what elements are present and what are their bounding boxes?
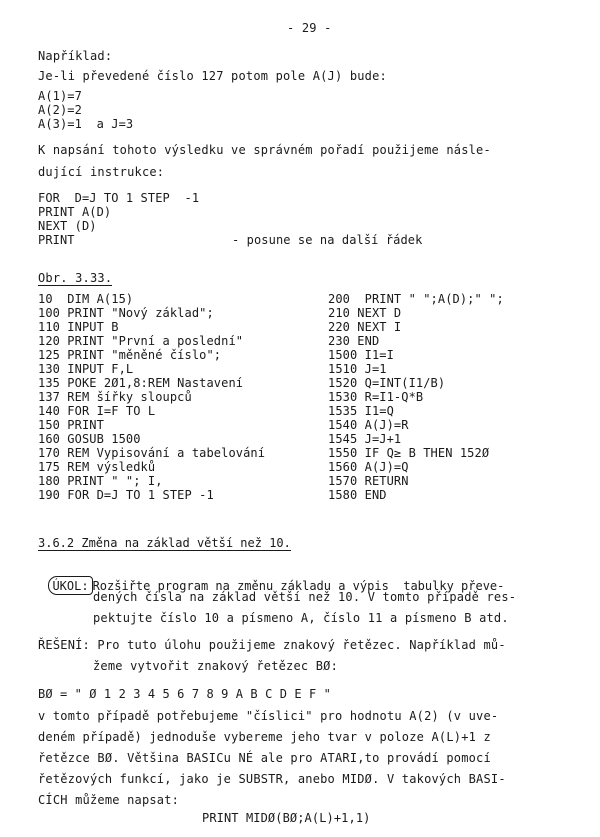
- program-line: 100 PRINT "Nový základ";: [38, 306, 214, 320]
- program-line: 210 NEXT D: [328, 306, 402, 320]
- instruction-line-2: PRINT A(D): [38, 205, 112, 219]
- program-line: 170 REM Vypisování a tabelování: [38, 446, 266, 460]
- program-line: 10 DIM A(15): [38, 292, 134, 306]
- closing-line-5: CÍCH můžeme napsat:: [38, 793, 180, 807]
- instruction-line-3: NEXT (D): [38, 219, 97, 233]
- instruction-line-1: FOR D=J TO 1 STEP -1: [38, 191, 200, 205]
- program-line: 220 NEXT I: [328, 320, 402, 334]
- figure-label: Obr. 3.33.: [38, 271, 113, 285]
- section-title: 3.6.2 Změna na základ větší než 10.: [38, 536, 291, 550]
- closing-line-3: řetězce BØ. Většina BASICu NÉ ale pro ATARI,to provádí pomocí: [38, 751, 491, 765]
- program-line: 1550 IF Q≥ B THEN 152Ø: [328, 446, 490, 460]
- ukol-label: ÚKOL:: [48, 576, 92, 595]
- closing-line-4: řetězových funkcí, jako je SUBSTR, anebo MIDØ. V takových BASI-: [38, 772, 506, 786]
- program-line: 190 FOR D=J TO 1 STEP -1: [38, 488, 214, 502]
- program-line: 160 GOSUB 1500: [38, 432, 141, 446]
- array-value-1: A(1)=7: [38, 89, 82, 103]
- array-value-3: A(3)=1 a J=3: [38, 117, 134, 131]
- intro-paragraph-line-1: K napsání tohoto výsledku ve správném pořadí použijeme násle-: [38, 143, 491, 157]
- array-value-2: A(2)=2: [38, 103, 82, 117]
- program-line: 230 END: [328, 334, 380, 348]
- program-line: 1570 RETURN: [328, 474, 409, 488]
- reseni-label: ŘEŠENÍ:: [38, 638, 90, 652]
- program-line: 1520 Q=INT(I1/B): [328, 376, 446, 390]
- program-line: 1560 A(J)=Q: [328, 460, 409, 474]
- reseni-block: [38, 639, 506, 651]
- ukol-line-2: dených čísla na základ větší než 10. V tomto případě res-: [93, 590, 517, 604]
- program-line: 200 PRINT " ";A(D);" ";: [328, 292, 504, 306]
- program-line: 1545 J=J+1: [328, 432, 402, 446]
- intro-statement: Je-li převedené číslo 127 potom pole A(J) bude:: [38, 69, 387, 83]
- program-line: 150 PRINT: [38, 418, 104, 432]
- ukol-line-1: Rozšiřte program na změnu základu a výpis tabulky převe-: [92, 579, 505, 593]
- program-line: 1510 J=1: [328, 362, 387, 376]
- final-code-line: PRINT MIDØ(BØ;A(L)+1,1): [202, 811, 371, 825]
- program-line: 110 INPUT B: [38, 320, 119, 334]
- page-number: - 29 -: [287, 21, 332, 35]
- example-label: Například:: [38, 49, 113, 63]
- program-line: 120 PRINT "První a poslední": [38, 334, 244, 348]
- program-line: 140 FOR I=F TO L: [38, 404, 156, 418]
- ukol-line-3: pektujte číslo 10 a písmeno A, číslo 11 a písmeno B atd.: [93, 611, 509, 625]
- program-line: 125 PRINT "měněné číslo";: [38, 348, 222, 362]
- instruction-comment: - posune se na další řádek: [232, 233, 423, 247]
- program-line: 1530 R=I1-Q*B: [328, 390, 424, 404]
- intro-paragraph-line-2: dující instrukce:: [38, 165, 165, 179]
- program-line: 135 POKE 2Ø1,8:REM Nastavení: [38, 376, 244, 390]
- string-definition: BØ = " Ø 1 2 3 4 5 6 7 8 9 A B C D E F ": [38, 687, 331, 701]
- program-line: 137 REM šířky sloupců: [38, 390, 192, 404]
- instruction-line-4: PRINT: [38, 233, 75, 247]
- program-line: 180 PRINT " "; I,: [38, 474, 163, 488]
- program-line: 175 REM výsledků: [38, 460, 156, 474]
- program-line: 1580 END: [328, 488, 387, 502]
- closing-line-1: v tomto případě potřebujeme "číslici" pro hodnotu A(2) (v uve-: [38, 709, 499, 723]
- program-line: 130 INPUT F,L: [38, 362, 134, 376]
- reseni-line-2: žeme vytvořit znakový řetězec BØ:: [93, 659, 339, 673]
- program-line: 1535 I1=Q: [328, 404, 394, 418]
- program-line: 1540 A(J)=R: [328, 418, 409, 432]
- program-line: 1500 I1=I: [328, 348, 394, 362]
- closing-line-2: deném případě) jednoduše vybereme jeho tvar v poloze A(L)+1 z: [38, 730, 491, 744]
- reseni-line-1: Pro tuto úlohu použijeme znakový řetězec. Například mů-: [89, 638, 506, 652]
